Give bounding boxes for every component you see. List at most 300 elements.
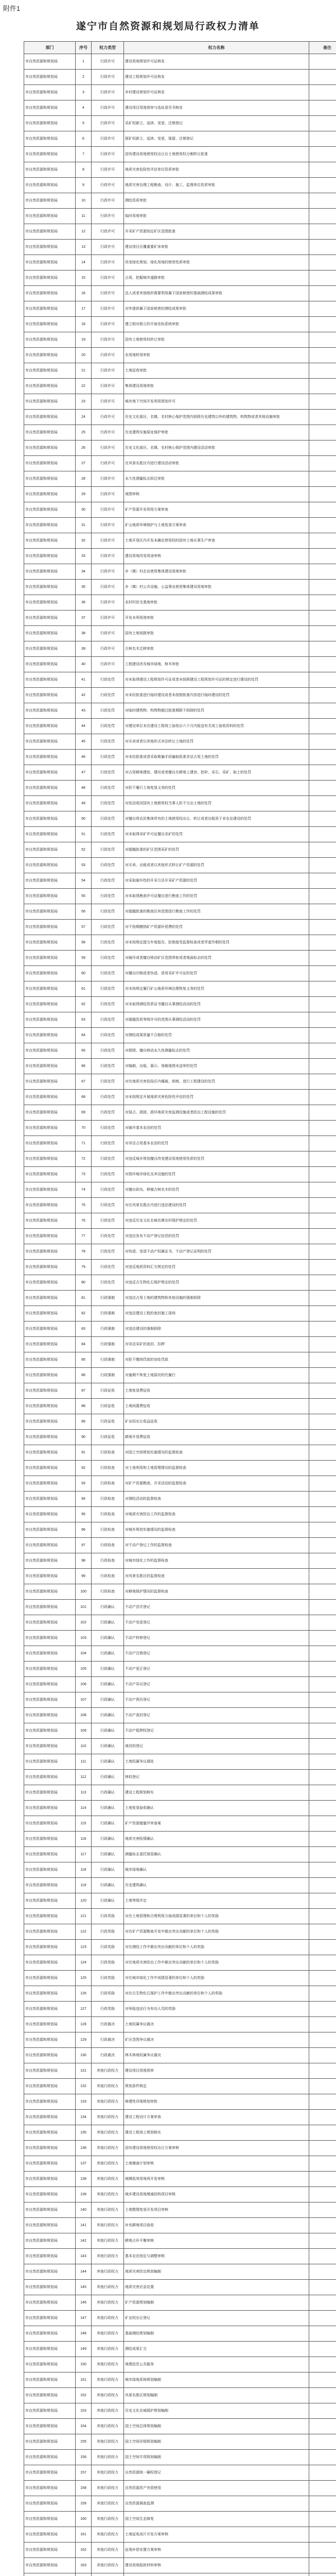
cell-type: 行政许可 [92,270,124,286]
cell-type: 其他行政权力 [92,2156,124,2172]
cell-dept: 市自然资源和规划局 [24,1213,76,1229]
table-row [24,2527,336,2543]
cell-name: 土地等级评定 [124,1893,309,1909]
cell-no: 62 [76,997,92,1012]
table-row [24,811,336,827]
cell-type: 行政检查 [92,1461,124,1476]
cell-note [309,2202,336,2218]
cell-type: 行政处罚 [92,889,124,904]
cell-note [309,2141,336,2156]
cell-note [309,1522,336,1538]
cell-note [309,2434,336,2450]
cell-type: 行政许可 [92,611,124,626]
cell-type: 其他行政权力 [92,2295,124,2311]
cell-no: 93 [76,1476,92,1492]
cell-name: 对破坏基本农田的处罚 [124,1121,309,1136]
cell-type: 行政奖励 [92,1940,124,1955]
cell-note [309,54,336,70]
table-row [24,2388,336,2403]
cell-dept: 市自然资源和规划局 [24,1924,76,1940]
cell-note [309,1090,336,1105]
cell-dept: 市自然资源和规划局 [24,595,76,611]
table-row [24,641,336,657]
cell-name: 对违法建设工程的查封施工现场 [124,1306,309,1321]
table-row [24,1507,336,1522]
table-row [24,1352,336,1368]
cell-name: 林权登记 [124,1770,309,1785]
cell-name: 对在地质灾害危险区内爆破、削坡、进行工程建设的处罚 [124,1074,309,1090]
cell-type: 行政确认 [92,1692,124,1708]
cell-note [309,641,336,657]
table-row [24,1167,336,1182]
table-row [24,672,336,688]
cell-dept: 市自然资源和规划局 [24,611,76,626]
cell-no: 19 [76,332,92,348]
cell-dept: 市自然资源和规划局 [24,2110,76,2125]
cell-note [309,301,336,317]
cell-dept: 市自然资源和规划局 [24,332,76,348]
table-row [24,1151,336,1167]
cell-name: 对矿产资源勘查、开采活动的监督检查 [124,1476,309,1492]
cell-type: 行政奖励 [92,1971,124,1986]
cell-name: 补充耕地项目验收 [124,2218,309,2233]
table-row [24,1476,336,1492]
cell-no: 81 [76,1291,92,1306]
cell-name: 地理信息公共服务 [124,2357,309,2372]
cell-note [309,765,336,781]
cell-note [309,440,336,456]
cell-note [309,734,336,750]
cell-name: 建设工程设计方案审查 [124,2110,309,2125]
cell-type: 行政许可 [92,100,124,116]
cell-type: 行政许可 [92,317,124,332]
table-row [24,178,336,193]
cell-name: 对在测绘工作中做出突出贡献的单位和个人的奖励 [124,1940,309,1955]
cell-dept: 市自然资源和规划局 [24,1569,76,1584]
cell-name: 对测绘成果质量不合格的处罚 [124,1028,309,1043]
cell-note [309,1816,336,1832]
cell-name: 土地权属争议裁决 [124,2017,309,2032]
column-header-dept: 部门 [24,42,76,54]
table-row [24,904,336,920]
cell-no: 112 [76,1770,92,1785]
cell-type: 行政许可 [92,224,124,240]
table-row [24,657,336,672]
cell-no: 104 [76,1646,92,1662]
table-row [24,456,336,471]
cell-no: 72 [76,1151,92,1167]
cell-name: 土地复垦验收确认 [124,1801,309,1816]
cell-no: 110 [76,1739,92,1754]
table-row [24,827,336,842]
cell-name: 对超越批准的矿区范围采矿的处罚 [124,842,309,858]
cell-type: 其他行政权力 [92,2249,124,2264]
cell-no: 31 [76,518,92,533]
cell-no: 150 [76,2357,92,2372]
cell-name: 对逾期不恢复土地原状的代履行 [124,1368,309,1383]
cell-no: 96 [76,1522,92,1538]
cell-no: 85 [76,1352,92,1368]
cell-dept: 市自然资源和规划局 [24,1754,76,1770]
cell-name: 城市绿地系统规划编制 [124,2372,309,2388]
column-header-type: 权力类型 [92,42,124,54]
cell-type: 其他行政权力 [92,2094,124,2110]
cell-dept: 市自然资源和规划局 [24,2311,76,2326]
table-row [24,1321,336,1337]
cell-note [309,1012,336,1028]
cell-no: 57 [76,920,92,935]
table-row [24,1986,336,2002]
cell-type: 行政处罚 [92,1260,124,1275]
cell-dept: 市自然资源和规划局 [24,317,76,332]
table-row [24,1723,336,1739]
cell-dept: 市自然资源和规划局 [24,1012,76,1028]
cell-name: 对未经批准进行临时建设或者未按照批准内容进行临时建设的处罚 [124,688,309,703]
table-row [24,2573,336,2576]
cell-dept: 市自然资源和规划局 [24,1337,76,1352]
cell-no: 132 [76,2079,92,2094]
cell-type: 行政处罚 [92,842,124,858]
cell-dept: 市自然资源和规划局 [24,1847,76,1862]
cell-type: 其他行政权力 [92,2110,124,2125]
cell-note [309,564,336,580]
cell-note [309,1043,336,1059]
table-row [24,131,336,147]
table-row [24,240,336,255]
cell-type: 行政许可 [92,533,124,549]
cell-dept: 市自然资源和规划局 [24,1553,76,1569]
cell-no: 22 [76,379,92,394]
cell-name: 地质灾害治理工程勘查、设计、施工、监理单位资质审批 [124,178,309,193]
cell-name: 对土地利用和土地管理情况的监督检查 [124,1461,309,1476]
cell-dept: 市自然资源和规划局 [24,502,76,518]
cell-name: 矿产资源开发利用方案审查 [124,502,309,518]
cell-type: 行政许可 [92,363,124,379]
cell-note [309,657,336,672]
cell-name: 改变绿化规划、绿化用地的使用性质审批 [124,255,309,270]
cell-name: 开发未利用地审批 [124,611,309,626]
cell-name: 建设工程竣工规划核实 [124,2125,309,2141]
cell-note [309,611,336,626]
cell-no: 101 [76,1600,92,1615]
cell-name: 临时用地审批 [124,209,309,224]
cell-name: 占用、挖掘城市道路审批 [124,270,309,286]
cell-note [309,1136,336,1151]
table-row [24,1028,336,1043]
cell-no: 137 [76,2156,92,2172]
table-body [24,54,336,2576]
cell-dept: 市自然资源和规划局 [24,672,76,688]
cell-type: 行政强制 [92,1306,124,1321]
table-row [24,1553,336,1569]
cell-name: 法人或者其他组织需要利用属于国家秘密的基础测绘成果审批 [124,286,309,301]
cell-name: 对擅自印制或者伪造、冒用采矿许可证的处罚 [124,966,309,981]
cell-name: 征地补偿安置方案审核 [124,2543,309,2558]
cell-no: 141 [76,2218,92,2233]
cell-note [309,100,336,116]
cell-type: 行政处罚 [92,1151,124,1167]
cell-note [309,1321,336,1337]
cell-type: 行政许可 [92,255,124,270]
cell-note [309,1584,336,1600]
cell-note [309,70,336,85]
cell-no: 97 [76,1538,92,1553]
cell-type: 行政确认 [92,1723,124,1739]
cell-note [309,595,336,611]
cell-note [309,1692,336,1708]
cell-type: 行政奖励 [92,2002,124,2017]
cell-name: 对耕地保护情况的监督检查 [124,1584,309,1600]
cell-type: 行政许可 [92,162,124,178]
cell-no: 61 [76,981,92,997]
cell-no: 32 [76,533,92,549]
cell-name: 对在矿产资源勘查开发中做出突出贡献的单位和个人的奖励 [124,1924,309,1940]
cell-name: 土地开垦区内开发未确定使用权的国有土地从事生产审查 [124,533,309,549]
cell-name: 土地征收审批 [124,363,309,379]
cell-dept: 市自然资源和规划局 [24,1492,76,1507]
cell-name: 地质灾害危险性评估单位资质审批 [124,162,309,178]
cell-name: 对未按规定履行矿山地质环境治理恢复义务的处罚 [124,981,309,997]
cell-name: 乡（镇）村企业使用集体建设用地审批 [124,564,309,580]
cell-no: 18 [76,317,92,332]
cell-type: 行政许可 [92,147,124,162]
cell-dept: 市自然资源和规划局 [24,1306,76,1321]
cell-type: 行政强制 [92,1321,124,1337]
cell-note [309,2496,336,2512]
cell-dept: 市自然资源和规划局 [24,1368,76,1383]
cell-type: 行政处罚 [92,858,124,873]
cell-note [309,518,336,533]
cell-note [309,827,336,842]
cell-name: 耕地占补平衡审核 [124,2233,309,2249]
cell-dept: 市自然资源和规划局 [24,131,76,147]
cell-dept: 市自然资源和规划局 [24,379,76,394]
cell-note [309,1631,336,1646]
cell-no: 125 [76,1971,92,1986]
cell-name: 对采取破坏性的开采方法开采矿产资源的处罚 [124,873,309,889]
cell-dept: 市自然资源和规划局 [24,1878,76,1893]
cell-no: 53 [76,858,92,873]
cell-dept: 市自然资源和规划局 [24,518,76,533]
table-row [24,1754,336,1770]
table-row [24,1971,336,1986]
table-row [24,1229,336,1244]
cell-note [309,842,336,858]
cell-type: 行政确认 [92,1785,124,1801]
cell-name: 对伪造、变造不动产权属证书、不动产登记证明的处罚 [124,1244,309,1260]
cell-type: 其他行政权力 [92,2326,124,2342]
cell-no: 28 [76,471,92,487]
cell-type: 其他行政权力 [92,2543,124,2558]
table-row [24,2094,336,2110]
cell-name: 不动产异议登记 [124,1677,309,1692]
cell-type: 其他行政权力 [92,2125,124,2141]
cell-note [309,332,336,348]
cell-dept: 市自然资源和规划局 [24,564,76,580]
cell-type: 其他行政权力 [92,2419,124,2434]
cell-dept: 市自然资源和规划局 [24,997,76,1012]
table-row [24,2342,336,2357]
table-row [24,1631,336,1646]
cell-type: 行政确认 [92,1832,124,1847]
cell-dept: 市自然资源和规划局 [24,2403,76,2419]
table-header-row [24,42,336,54]
cell-no: 63 [76,1012,92,1028]
table-row [24,2496,336,2512]
cell-note [309,1847,336,1862]
table-row [24,1445,336,1461]
cell-name: 建设工程规划许可证核发 [124,70,309,85]
cell-name: 国土空间生态修复 [124,2512,309,2527]
cell-dept: 市自然资源和规划局 [24,2094,76,2110]
cell-name: 对超越资质等级许可的范围从事测绘活动的处罚 [124,1012,309,1028]
cell-no: 121 [76,1909,92,1924]
cell-note [309,116,336,131]
cell-name: 建立相对独立的平面坐标系统审批 [124,317,309,332]
cell-note [309,1553,336,1569]
cell-type: 行政许可 [92,518,124,533]
cell-dept: 市自然资源和规划局 [24,162,76,178]
cell-name: 风景名胜区规划编制 [124,2388,309,2403]
cell-note [309,1229,336,1244]
cell-no: 157 [76,2465,92,2481]
cell-dept: 市自然资源和规划局 [24,533,76,549]
cell-no: 65 [76,1043,92,1059]
table-row [24,1430,336,1445]
cell-name: 国有建设用地使用权出让后土地使用权分割转让批准 [124,147,309,162]
table-row [24,425,336,440]
cell-note [309,889,336,904]
cell-dept: 市自然资源和规划局 [24,2295,76,2311]
cell-type: 其他行政权力 [92,2496,124,2512]
cell-note [309,904,336,920]
cell-dept: 市自然资源和规划局 [24,1909,76,1924]
cell-name: 对临时建筑物、构筑物超过批准期限不拆除的处罚 [124,703,309,719]
table-row [24,1244,336,1260]
cell-note [309,935,336,951]
cell-name: 矿区范围争议裁决 [124,2032,309,2048]
cell-note [309,1059,336,1074]
cell-note [309,1306,336,1321]
cell-note [309,286,336,301]
cell-name: 对地质灾害防治工作的监督检查 [124,1507,309,1522]
cell-name: 国有土地划拨审批 [124,626,309,641]
table-row [24,2187,336,2202]
cell-dept: 市自然资源和规划局 [24,2048,76,2063]
table-row [24,734,336,750]
cell-type: 行政奖励 [92,1955,124,1971]
cell-dept: 市自然资源和规划局 [24,2419,76,2434]
cell-name: 永久性测量标志拆迁审批 [124,471,309,487]
table-row [24,363,336,379]
cell-no: 10 [76,193,92,209]
table-row [24,1337,336,1352]
cell-name: 修建性详细规划审批 [124,2094,309,2110]
cell-note [309,1337,336,1352]
cell-dept: 市自然资源和规划局 [24,1708,76,1723]
cell-note [309,1878,336,1893]
table-row [24,1275,336,1291]
cell-no: 14 [76,255,92,270]
cell-type: 行政处罚 [92,1043,124,1059]
cell-type: 行政许可 [92,595,124,611]
cell-note [309,873,336,889]
cell-dept: 市自然资源和规划局 [24,1986,76,2002]
cell-no: 73 [76,1167,92,1182]
cell-note [309,2403,336,2419]
cell-name: 测绘资质审批 [124,193,309,209]
cell-type: 行政处罚 [92,904,124,920]
table-row [24,1260,336,1275]
cell-type: 行政确认 [92,1754,124,1770]
cell-no: 58 [76,935,92,951]
cell-no: 3 [76,85,92,100]
cell-name: 不动产抵押权登记 [124,1723,309,1739]
cell-type: 行政处罚 [92,734,124,750]
cell-name: 对在古生物化石保护工作中做出突出贡献的单位和个人的奖励 [124,1986,309,2002]
cell-note [309,1352,336,1368]
table-row [24,270,336,286]
table-row [24,1832,336,1847]
cell-dept: 市自然资源和规划局 [24,2357,76,2372]
cell-name: 对依法收回国有土地使用权当事人拒不交出土地的处罚 [124,796,309,811]
cell-no: 43 [76,703,92,719]
cell-name: 土地整理复垦开发项目审核 [124,2202,309,2218]
table-row [24,873,336,889]
cell-no: 75 [76,1198,92,1213]
cell-no: 138 [76,2172,92,2187]
cell-note [309,1368,336,1383]
table-row [24,1615,336,1631]
cell-type: 行政检查 [92,1507,124,1522]
cell-no: 155 [76,2434,92,2450]
cell-name: 耕地开垦费征收 [124,1430,309,1445]
cell-no: 124 [76,1955,92,1971]
cell-name: 对违反古生物化石保护规定的处罚 [124,1275,309,1291]
cell-note [309,1924,336,1940]
cell-note [309,1074,336,1090]
cell-name: 对买卖、出租或者以其他形式转让矿产资源的处罚 [124,858,309,873]
cell-name: 采矿权新立、延续、变更、注销登记 [124,116,309,131]
cell-name: 建设项目压覆重要矿床审批 [124,240,309,255]
cell-no: 158 [76,2481,92,2496]
cell-dept: 市自然资源和规划局 [24,2280,76,2295]
cell-dept: 市自然资源和规划局 [24,1955,76,1971]
cell-no: 117 [76,1847,92,1862]
cell-name: 不动产变更登记 [124,1615,309,1631]
cell-dept: 市自然资源和规划局 [24,2017,76,2032]
cell-name: 林木林地权属争议裁决 [124,2048,309,2063]
cell-name: 城乡建设用地增减挂钩项目审核 [124,2187,309,2202]
table-row [24,2110,336,2125]
cell-dept: 市自然资源和规划局 [24,440,76,456]
cell-dept: 市自然资源和规划局 [24,1739,76,1754]
cell-name: 国土空间详细规划编制 [124,2434,309,2450]
cell-dept: 市自然资源和规划局 [24,2465,76,2481]
cell-name: 对不动产登记工作的监督检查 [124,1538,309,1553]
cell-note [309,209,336,224]
table-row [24,626,336,641]
cell-dept: 市自然资源和规划局 [24,1074,76,1090]
cell-name: 建设工程规划核实 [124,1785,309,1801]
cell-name: 对不按期缴纳矿产资源补偿费的处罚 [124,920,309,935]
cell-name: 历史建筑实施原址保护审批 [124,425,309,440]
cell-note [309,2218,336,2233]
cell-type: 其他行政权力 [92,2218,124,2233]
cell-no: 147 [76,2311,92,2326]
table-row [24,471,336,487]
cell-type: 行政许可 [92,487,124,502]
